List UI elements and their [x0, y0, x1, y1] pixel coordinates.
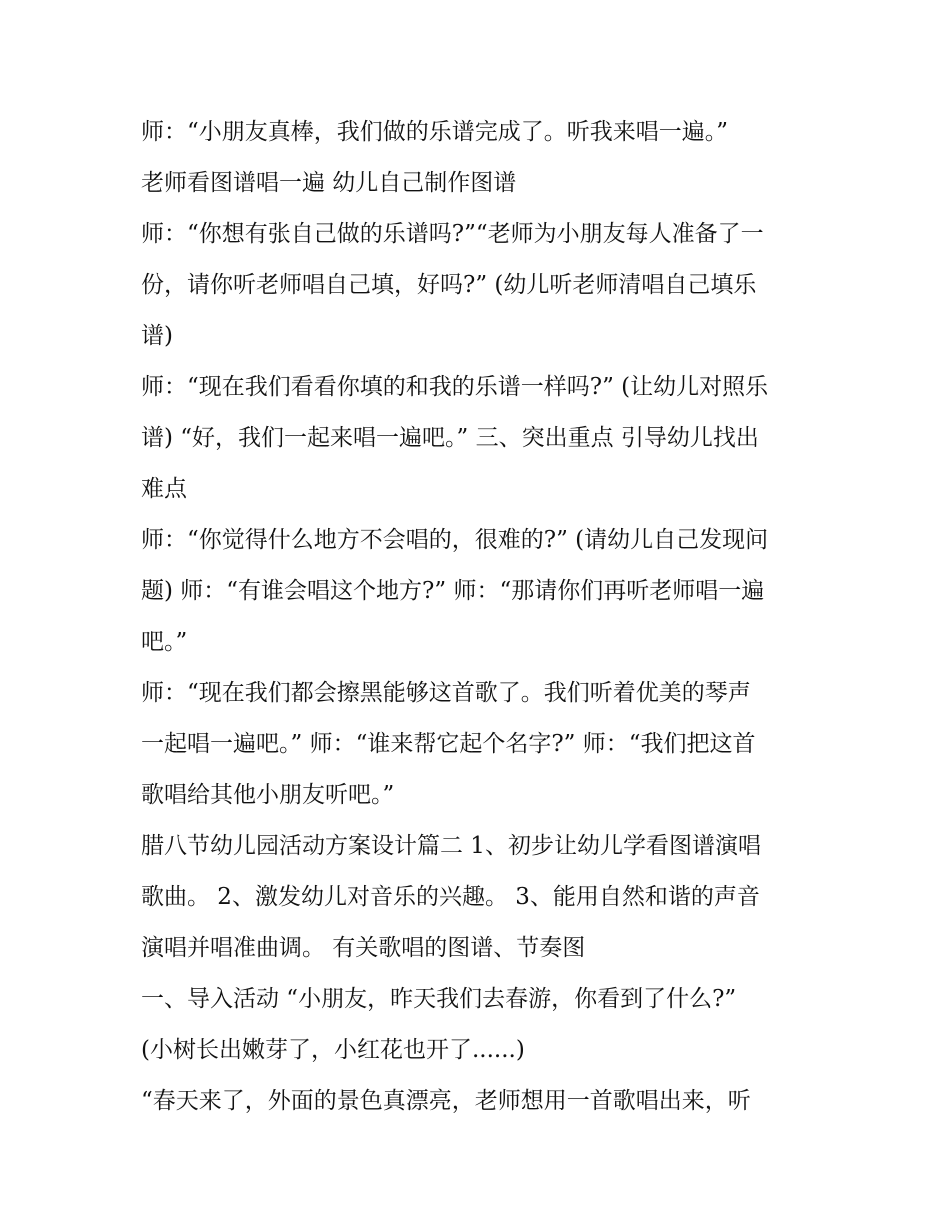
- text-line: “春天来了，外面的景色真漂亮，老师想用一首歌唱出来，听: [141, 1088, 751, 1114]
- text-line: (小树长出嫩芽了，小红花也开了......): [141, 1037, 525, 1063]
- text-line: 师：“现在我们看看你填的和我的乐谱一样吗?” (让幼儿对照乐: [141, 374, 769, 400]
- text-line: 题) 师：“有谁会唱这个地方?” 师：“那请你们再听老师唱一遍: [141, 578, 765, 604]
- text-line: 老师看图谱唱一遍 幼儿自己制作图谱: [141, 170, 517, 196]
- text-line: 演唱并唱准曲调。 有关歌唱的图谱、节奏图: [141, 935, 586, 961]
- text-line: 师：“小朋友真棒，我们做的乐谱完成了。听我来唱一遍。”: [141, 119, 729, 145]
- text-line: 份，请你听老师唱自己填，好吗?” (幼儿听老师清唱自己填乐: [141, 272, 757, 298]
- text-line: 难点: [141, 476, 187, 502]
- text-line: 谱): [141, 323, 173, 349]
- text-line: 吧。”: [141, 629, 188, 655]
- text-line: 一、导入活动 “小朋友，昨天我们去春游，你看到了什么?”: [141, 986, 737, 1012]
- text-line: 师：“你想有张自己做的乐谱吗?”“老师为小朋友每人准备了一: [141, 221, 764, 247]
- text-line: 腊八节幼儿园活动方案设计篇二 1、初步让幼儿学看图谱演唱: [141, 833, 761, 859]
- text-line: 歌曲。 2、激发幼儿对音乐的兴趣。 3、能用自然和谐的声音: [141, 884, 760, 910]
- text-line: 谱) “好，我们一起来唱一遍吧。” 三、突出重点 引导幼儿找出: [141, 425, 759, 451]
- text-line: 师：“你觉得什么地方不会唱的，很难的?” (请幼儿自己发现问: [141, 527, 769, 553]
- document-body: [141, 107, 821, 1127]
- text-line: 歌唱给其他小朋友听吧。”: [141, 782, 395, 808]
- text-line: 师：“现在我们都会擦黑能够这首歌了。我们听着优美的琴声: [141, 680, 751, 706]
- text-line: 一起唱一遍吧。” 师：“谁来帮它起个名字?” 师：“我们把这首: [141, 731, 756, 757]
